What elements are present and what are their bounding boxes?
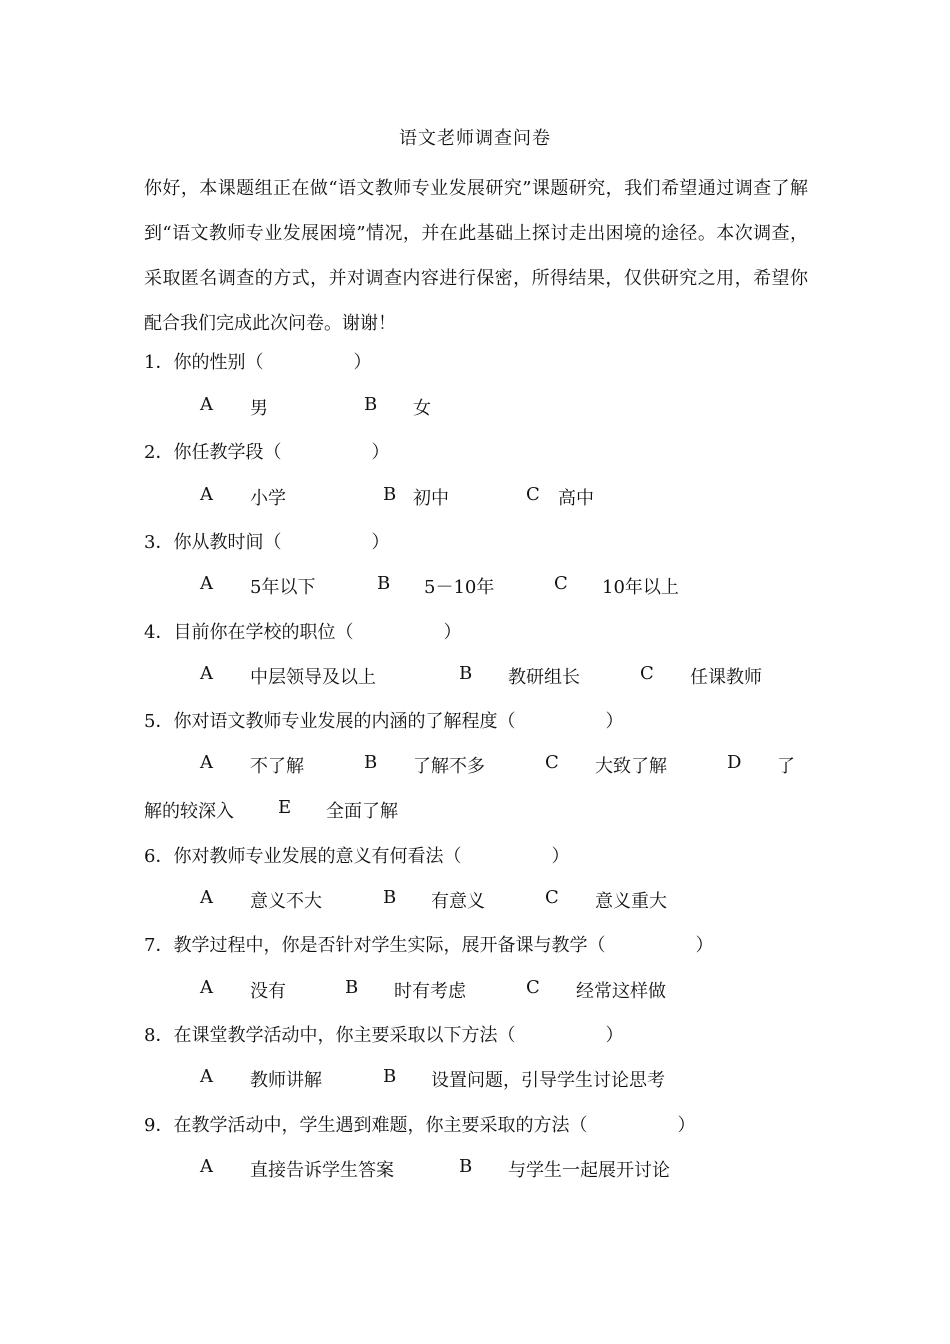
option-letter: B (364, 752, 378, 773)
question-9: 9．在教学活动中，学生遇到难题，你主要采取的方法（ ） (144, 1115, 696, 1136)
option-letter: A (200, 977, 213, 998)
option-text: 时有考虑 (394, 981, 466, 1002)
option-text: 高中 (558, 488, 594, 509)
option-text: 设置问题，引导学生讨论思考 (431, 1070, 665, 1091)
option-text: 没有 (250, 981, 286, 1002)
intro-paragraph (144, 166, 808, 346)
option-letter: B (383, 484, 397, 505)
option-letter: B (383, 1066, 397, 1087)
option-text: 5年以下 (250, 577, 316, 598)
option-letter: C (545, 752, 559, 773)
option-letter: A (200, 573, 213, 594)
option-letter: A (200, 484, 213, 505)
continuation-text: 解的较深入 (144, 801, 234, 822)
option-letter: A (200, 752, 213, 773)
option-letter: C (545, 887, 559, 908)
option-letter: B (459, 663, 473, 684)
option-text: 与学生一起展开讨论 (508, 1160, 670, 1181)
question-1: 1．你的性别（ ） (144, 352, 372, 373)
option-letter: C (526, 977, 540, 998)
option-letter: A (200, 1156, 213, 1177)
option-text: 大致了解 (595, 756, 667, 777)
option-text: 教研组长 (508, 667, 580, 688)
option-text: 初中 (413, 488, 449, 509)
option-text: 男 (250, 398, 268, 419)
option-letter: C (640, 663, 654, 684)
option-text: 女 (413, 398, 431, 419)
question-8: 8．在课堂教学活动中，你主要采取以下方法（ ） (144, 1025, 624, 1046)
option-letter: E (278, 797, 292, 818)
question-6: 6．你对教师专业发展的意义有何看法（ ） (144, 846, 570, 867)
option-letter: B (377, 573, 391, 594)
option-letter: C (526, 484, 540, 505)
option-letter: D (727, 752, 742, 773)
question-4: 4．目前你在学校的职位（ ） (144, 622, 462, 643)
option-text: 经常这样做 (576, 981, 666, 1002)
option-letter: A (200, 1066, 213, 1087)
option-text: 5－10年 (424, 577, 495, 598)
option-text: 中层领导及以上 (250, 667, 376, 688)
option-text: 了解不多 (413, 756, 485, 777)
question-5: 5．你对语文教师专业发展的内涵的了解程度（ ） (144, 711, 624, 732)
option-letter: B (364, 394, 378, 415)
question-2: 2．你任教学段（ ） (144, 442, 390, 463)
option-text: 有意义 (431, 891, 485, 912)
option-text: 教师讲解 (250, 1070, 322, 1091)
option-letter: B (345, 977, 359, 998)
option-letter: B (459, 1156, 473, 1177)
option-letter: A (200, 663, 213, 684)
option-text: 直接告诉学生答案 (250, 1160, 394, 1181)
question-7: 7．教学过程中，你是否针对学生实际，展开备课与教学（ ） (144, 935, 714, 956)
option-letter: C (554, 573, 568, 594)
option-text: 小学 (250, 488, 286, 509)
question-3: 3．你从教时间（ ） (144, 532, 390, 553)
option-text: 意义重大 (595, 891, 667, 912)
option-text: 了 (777, 756, 795, 777)
page-title: 语文老师调查问卷 (399, 128, 551, 149)
option-text: 10年以上 (602, 577, 679, 598)
option-letter: A (200, 394, 213, 415)
option-text: 不了解 (250, 756, 304, 777)
option-text: 全面了解 (326, 801, 398, 822)
intro-text: 你好，本课题组正在做“语文教师专业发展研究”课题研究，我们希望通过调查了解到“语文教师专业发展困境”情况，并在此基础上探讨走出困境的途径。本次调查，采取匿名调查的方式，并对调查内容进行保密，所得结果，仅供研究之用，希望你配合我们完成此次问卷。谢谢！ (144, 178, 808, 334)
option-letter: B (383, 887, 397, 908)
option-text: 任课教师 (690, 667, 762, 688)
option-letter: A (200, 887, 213, 908)
option-text: 意义不大 (250, 891, 322, 912)
